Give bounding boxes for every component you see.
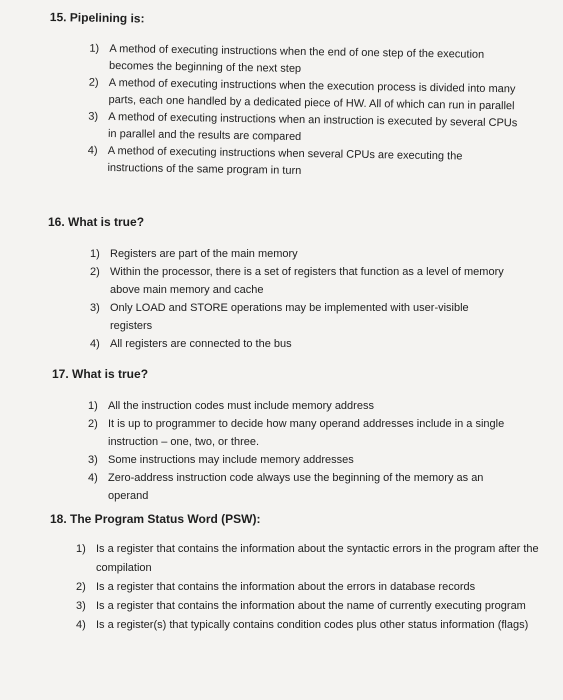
option-item — [88, 469, 512, 505]
option-number: 1) — [90, 248, 100, 260]
option-item — [87, 143, 517, 184]
option-list — [88, 397, 512, 505]
option-text: Some instructions may include memory addresses — [108, 454, 354, 466]
option-item — [90, 245, 508, 263]
question-15 — [47, 8, 520, 183]
option-number: 1) — [88, 400, 98, 412]
option-number: 2) — [76, 581, 86, 593]
option-number: 2) — [90, 266, 100, 278]
option-list — [87, 41, 519, 184]
question-title: 18. The Program Status Word (PSW): — [50, 512, 261, 526]
option-list — [76, 540, 540, 635]
option-number: 2) — [88, 76, 99, 89]
option-text: A method of executing instructions when an instruction is executed by several CPUs in parallel and the results are compared — [107, 110, 518, 143]
option-item — [76, 540, 540, 578]
question-17 — [52, 365, 512, 505]
option-item — [76, 578, 540, 597]
option-text: Within the processor, there is a set of registers that function as a level of memory above main memory and cache — [110, 266, 504, 296]
option-text: Is a register that contains the information about the syntactic errors in the program after the compilation — [96, 543, 539, 574]
option-item — [90, 335, 508, 353]
option-item — [88, 397, 512, 415]
option-number: 1) — [76, 543, 86, 555]
option-number: 3) — [88, 454, 98, 466]
option-text: Only LOAD and STORE operations may be implemented with user-visible registers — [110, 302, 469, 332]
option-item — [76, 616, 540, 635]
option-number: 4) — [88, 472, 98, 484]
option-text: All registers are connected to the bus — [110, 338, 292, 350]
option-number: 1) — [89, 42, 100, 55]
option-item — [88, 451, 512, 469]
option-text: A method of executing instructions when several CPUs are executing the instructions of the same program in turn — [107, 144, 463, 177]
option-text: A method of executing instructions when the execution process is divided into many parts, each one handled by a dedicated piece of HW. All of which can run in parallel — [108, 76, 516, 113]
option-item — [90, 263, 508, 299]
option-number: 4) — [90, 338, 100, 350]
option-item — [90, 299, 508, 335]
option-number: 4) — [76, 619, 86, 631]
option-text: Is a register that contains the information about the name of currently executing program — [96, 600, 526, 612]
option-number: 3) — [88, 110, 99, 123]
option-number: 3) — [76, 600, 86, 612]
question-title: 16. What is true? — [48, 215, 145, 229]
option-text: A method of executing instructions when the end of one step of the execution becomes the beginning of the next step — [109, 42, 485, 75]
option-number: 3) — [90, 302, 100, 314]
option-number: 2) — [88, 418, 98, 430]
option-text: Registers are part of the main memory — [110, 248, 298, 260]
question-title: 15. Pipelining is: — [49, 9, 145, 26]
question-18 — [50, 510, 540, 635]
option-number: 4) — [87, 144, 98, 157]
option-text: Is a register that contains the information about the errors in database records — [96, 581, 476, 593]
option-item — [88, 415, 512, 451]
option-text: Zero-address instruction code always use the beginning of the memory as an operand — [108, 472, 484, 502]
question-16 — [48, 213, 508, 353]
option-text: All the instruction codes must include memory address — [108, 400, 374, 412]
option-text: It is up to programmer to decide how many operand addresses include in a single instruction – one, two, or three. — [108, 418, 505, 448]
option-item — [76, 597, 540, 616]
option-list — [90, 245, 508, 353]
question-title: 17. What is true? — [52, 367, 149, 381]
option-text: Is a register(s) that typically contains condition codes plus other status information (flags) — [96, 619, 529, 631]
